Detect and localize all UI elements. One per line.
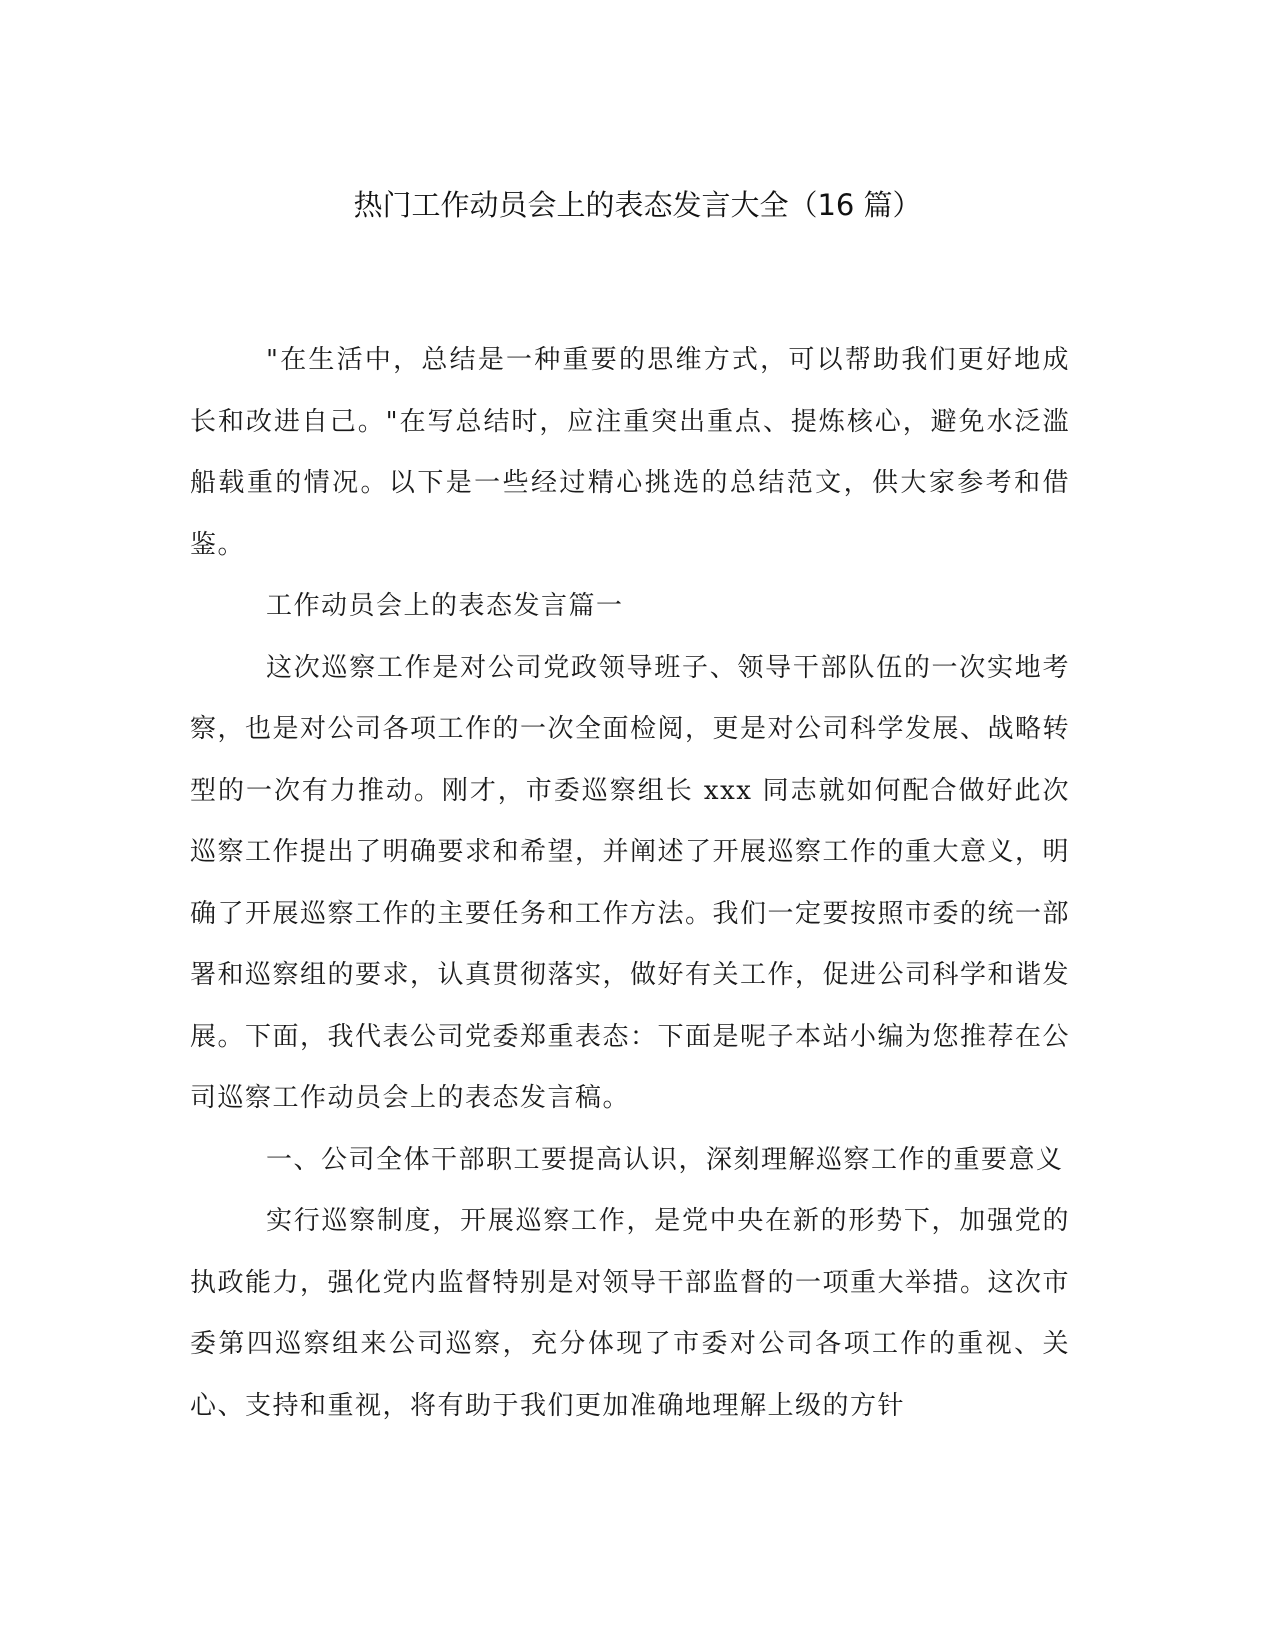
- intro-paragraph: "在生活中，总结是一种重要的思维方式，可以帮助我们更好地成长和改进自己。"在写总结时，应注重突出重点、提炼核心，避免水泛滥船载重的情况。以下是一些经过精心挑选的总结范文，供大家参考和借鉴。: [190, 345, 1070, 560]
- body-paragraph: 这次巡察工作是对公司党政领导班子、领导干部队伍的一次实地考察，也是对公司各项工作的一次全面检阅，更是对公司科学发展、战略转型的一次有力推动。刚才，市委巡察组长 xxx 同志就如何配合做好此次巡察工作提出了明确要求和希望，并阐述了开展巡察工作的重大意义，明确了开展巡察工作的主要任务和工作方法。我们一定要按照市委的统一部署和巡察组的要求，认真贯彻落实，做好有关工作，促进公司科学和谐发展。下面，我代表公司党委郑重表态：下面是呢子本站小编为您推荐在公司巡察工作动员会上的表态发言稿。: [190, 652, 1071, 1113]
- body-paragraph: 实行巡察制度，开展巡察工作，是党中央在新的形势下，加强党的执政能力，强化党内监督特别是对领导干部监督的一项重大举措。这次市委第四巡察组来公司巡察，充分体现了市委对公司各项工作的重视、关心、支持和重视，将有助于我们更加准确地理解上级的方针: [190, 1206, 1071, 1421]
- document-title: 热门工作动员会上的表态发言大全（16 篇）: [353, 188, 922, 222]
- section-heading-part-one: 工作动员会上的表态发言篇一: [266, 591, 624, 621]
- document-body: [190, 330, 1070, 1437]
- subsection-heading-one: 一、公司全体干部职工要提高认识，深刻理解巡察工作的重要意义: [266, 1144, 1064, 1175]
